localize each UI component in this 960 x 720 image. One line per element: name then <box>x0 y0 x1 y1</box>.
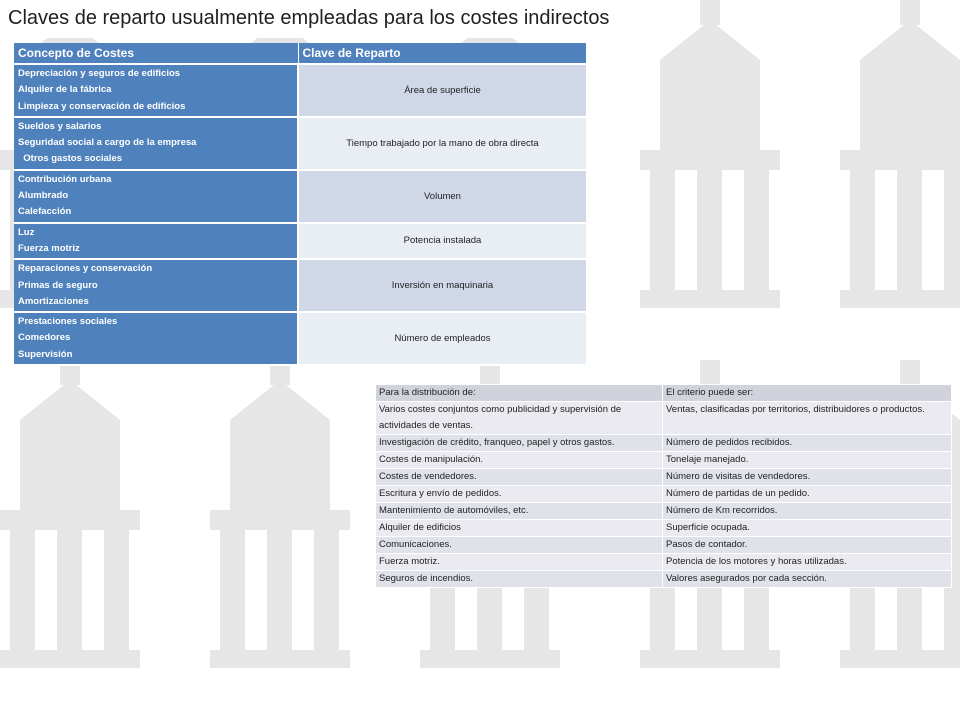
distribution-cell: Alquiler de edificios <box>376 520 663 537</box>
header-concepto-costes: Concepto de Costes <box>14 43 298 64</box>
header-clave-reparto: Clave de Reparto <box>298 43 586 64</box>
table-row <box>376 452 952 469</box>
concept-item: Luz <box>18 226 35 238</box>
header-criterio: El criterio puede ser: <box>663 385 952 402</box>
concept-item: Otros gastos sociales <box>18 153 123 165</box>
concept-cell <box>14 259 298 312</box>
criterion-cell: Número de visitas de vendedores. <box>663 469 952 486</box>
table-row <box>376 469 952 486</box>
distribution-cell: Seguros de incendios. <box>376 571 663 588</box>
title-bar <box>0 0 684 38</box>
criterion-cell: Valores asegurados por cada sección. <box>663 571 952 588</box>
concept-item: Alumbrado <box>18 190 69 202</box>
concept-item: Calefacción <box>18 206 72 218</box>
concept-item: Supervisión <box>18 348 73 360</box>
criterion-cell: Potencia de los motores y horas utilizadas. <box>663 554 952 571</box>
key-cell: Área de superficie <box>298 64 586 117</box>
key-cell: Volumen <box>298 170 586 223</box>
table-row <box>376 520 952 537</box>
table-header-row <box>376 385 952 402</box>
concept-item: Depreciación y seguros de edificios <box>18 68 181 79</box>
table-row <box>14 64 586 117</box>
header-distribucion: Para la distribución de: <box>376 385 663 402</box>
concept-item: Contribución urbana <box>18 173 112 185</box>
table-row <box>376 537 952 554</box>
table-row <box>376 486 952 503</box>
slide-title: Claves de reparto usualmente empleadas para los costes indirectos <box>8 7 610 29</box>
criterion-cell: Tonelaje manejado. <box>663 452 952 469</box>
criterion-cell: Número de partidas de un pedido. <box>663 486 952 503</box>
criterion-cell: Número de Km recorridos. <box>663 503 952 520</box>
distribution-cell: Investigación de crédito, franqueo, papel y otros gastos. <box>376 435 663 452</box>
concept-item: Reparaciones y conservación <box>18 263 153 275</box>
concept-cell <box>14 170 298 223</box>
table-row <box>14 312 586 365</box>
concept-item: Alquiler de la fábrica <box>18 84 112 96</box>
concept-item: Primas de seguro <box>18 279 98 291</box>
concept-item: Seguridad social a cargo de la empresa <box>18 137 197 149</box>
table-row <box>376 402 952 435</box>
table-row <box>14 117 586 170</box>
table-row <box>376 571 952 588</box>
distribution-cell: Varios costes conjuntos como publicidad y supervisión de actividades de ventas. <box>376 402 663 435</box>
criterion-cell: Superficie ocupada. <box>663 520 952 537</box>
key-cell: Potencia instalada <box>298 223 586 260</box>
table-row <box>376 554 952 571</box>
distribution-cell: Mantenimiento de automóviles, etc. <box>376 503 663 520</box>
distribution-cell: Fuerza motriz. <box>376 554 663 571</box>
distribution-cell: Comunicaciones. <box>376 537 663 554</box>
table-row <box>14 223 586 260</box>
allocation-keys-table <box>14 43 587 366</box>
table-row <box>376 503 952 520</box>
concept-item: Prestaciones sociales <box>18 316 118 328</box>
key-cell: Tiempo trabajado por la mano de obra directa <box>298 117 586 170</box>
distribution-cell: Costes de vendedores. <box>376 469 663 486</box>
key-cell: Número de empleados <box>298 312 586 365</box>
criterion-cell: Número de pedidos recibidos. <box>663 435 952 452</box>
concept-cell <box>14 312 298 365</box>
table-header-row <box>14 43 586 64</box>
concept-cell <box>14 64 298 117</box>
table-row <box>14 259 586 312</box>
distribution-cell: Escritura y envío de pedidos. <box>376 486 663 503</box>
distribution-criteria-table <box>375 384 952 588</box>
criterion-cell: Ventas, clasificadas por territorios, distribuidores o productos. <box>663 402 952 435</box>
table-row <box>14 170 586 223</box>
key-cell: Inversión en maquinaria <box>298 259 586 312</box>
distribution-cell: Costes de manipulación. <box>376 452 663 469</box>
concept-cell <box>14 117 298 170</box>
concept-item: Amortizaciones <box>18 295 89 307</box>
concept-item: Sueldos y salarios <box>18 120 102 132</box>
criterion-cell: Pasos de contador. <box>663 537 952 554</box>
concept-cell <box>14 223 298 260</box>
concept-item: Comedores <box>18 332 71 344</box>
table-row <box>376 435 952 452</box>
concept-item: Limpieza y conservación de edificios <box>18 100 186 112</box>
concept-item: Fuerza motriz <box>18 242 80 254</box>
